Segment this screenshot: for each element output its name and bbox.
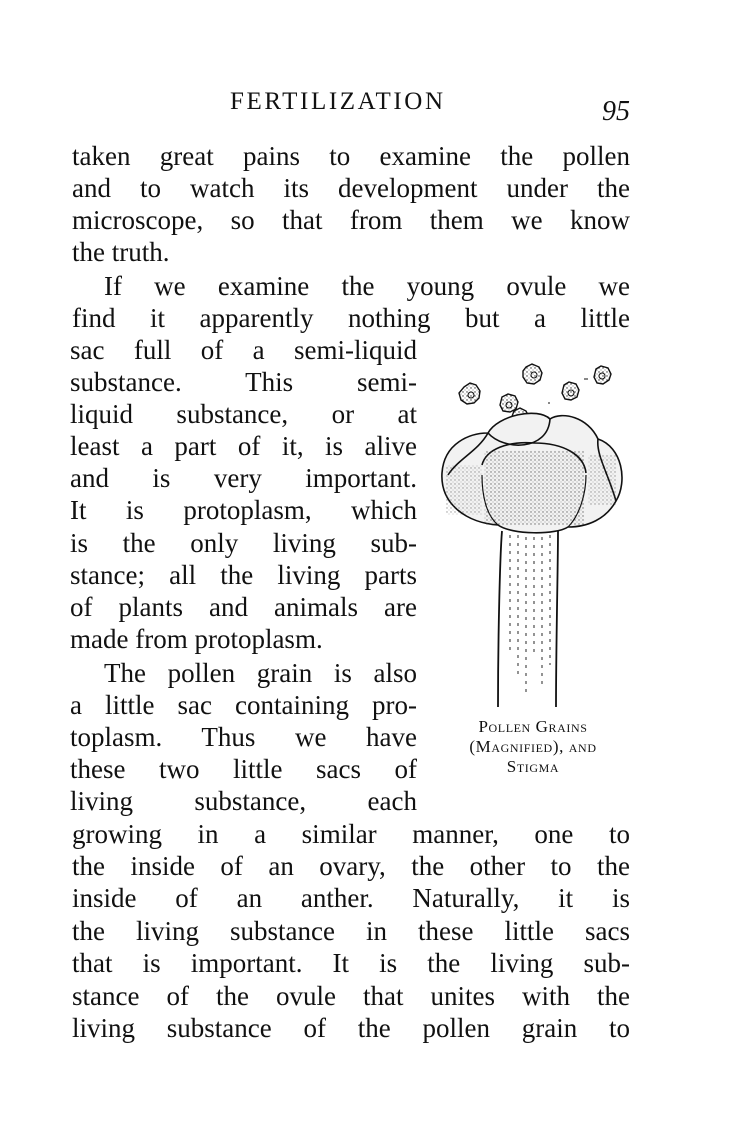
text-line: It is protoplasm, which	[70, 495, 417, 525]
pollen-grain	[523, 364, 542, 384]
text-line: stance of the ovule that unites with the	[72, 981, 630, 1011]
text-line: these two little sacs of	[70, 754, 417, 784]
pollen-grain	[500, 394, 518, 412]
text-line: taken great pains to examine the pollen	[72, 141, 630, 171]
stigma	[442, 413, 622, 532]
paragraph-first-line: The pollen grain is also	[104, 658, 417, 688]
text-line: microscope, so that from them we know	[72, 205, 630, 235]
figure-caption-line	[438, 737, 628, 757]
caption-text: Pollen Grains	[478, 717, 588, 736]
figure-caption-line	[438, 757, 628, 777]
pollen-grain	[459, 383, 480, 404]
text-line: the inside of an ovary, the other to the	[72, 851, 630, 881]
running-head: FERTILIZATION	[230, 88, 446, 115]
text-line: the truth.	[72, 237, 170, 267]
text-line: toplasm. Thus we have	[70, 722, 417, 752]
text-line: substance. This semi-	[70, 367, 417, 397]
text-line: and is very important.	[70, 463, 417, 493]
text-line: and to watch its development under the	[72, 173, 630, 203]
text-line: living substance, each	[70, 786, 417, 816]
text-line: stance; all the living parts	[70, 560, 417, 590]
paragraph-first-line: If we examine the young ovule we	[104, 271, 630, 301]
figure-caption-line	[438, 717, 628, 737]
pollen-grain	[594, 366, 611, 384]
text-line: sac full of a semi-liquid	[70, 335, 417, 365]
text-line: of plants and animals are	[70, 592, 417, 622]
text-line: find it apparently nothing but a little	[72, 303, 630, 333]
text-line: growing in a similar manner, one to	[72, 819, 630, 849]
text-line: liquid substance, or at	[70, 399, 417, 429]
pollen-stigma-illustration	[438, 355, 628, 715]
text-line: made from protoplasm.	[70, 624, 323, 654]
page-number: 95	[602, 96, 630, 127]
text-line: a little sac containing pro-	[70, 690, 417, 720]
pollen-figure	[438, 355, 628, 795]
caption-text: Stigma	[506, 757, 560, 776]
pollen-grain	[562, 382, 579, 400]
text-line: living substance of the pollen grain to	[72, 1013, 630, 1043]
text-line: is the only living sub-	[70, 528, 417, 558]
text-line: that is important. It is the living sub-	[72, 948, 630, 978]
text-line: inside of an anther. Naturally, it is	[72, 883, 630, 913]
text-line: least a part of it, is alive	[70, 431, 417, 461]
text-line: the living substance in these little sacs	[72, 916, 630, 946]
style-stalk	[498, 531, 558, 707]
caption-text: (Magnified), and	[469, 737, 597, 756]
